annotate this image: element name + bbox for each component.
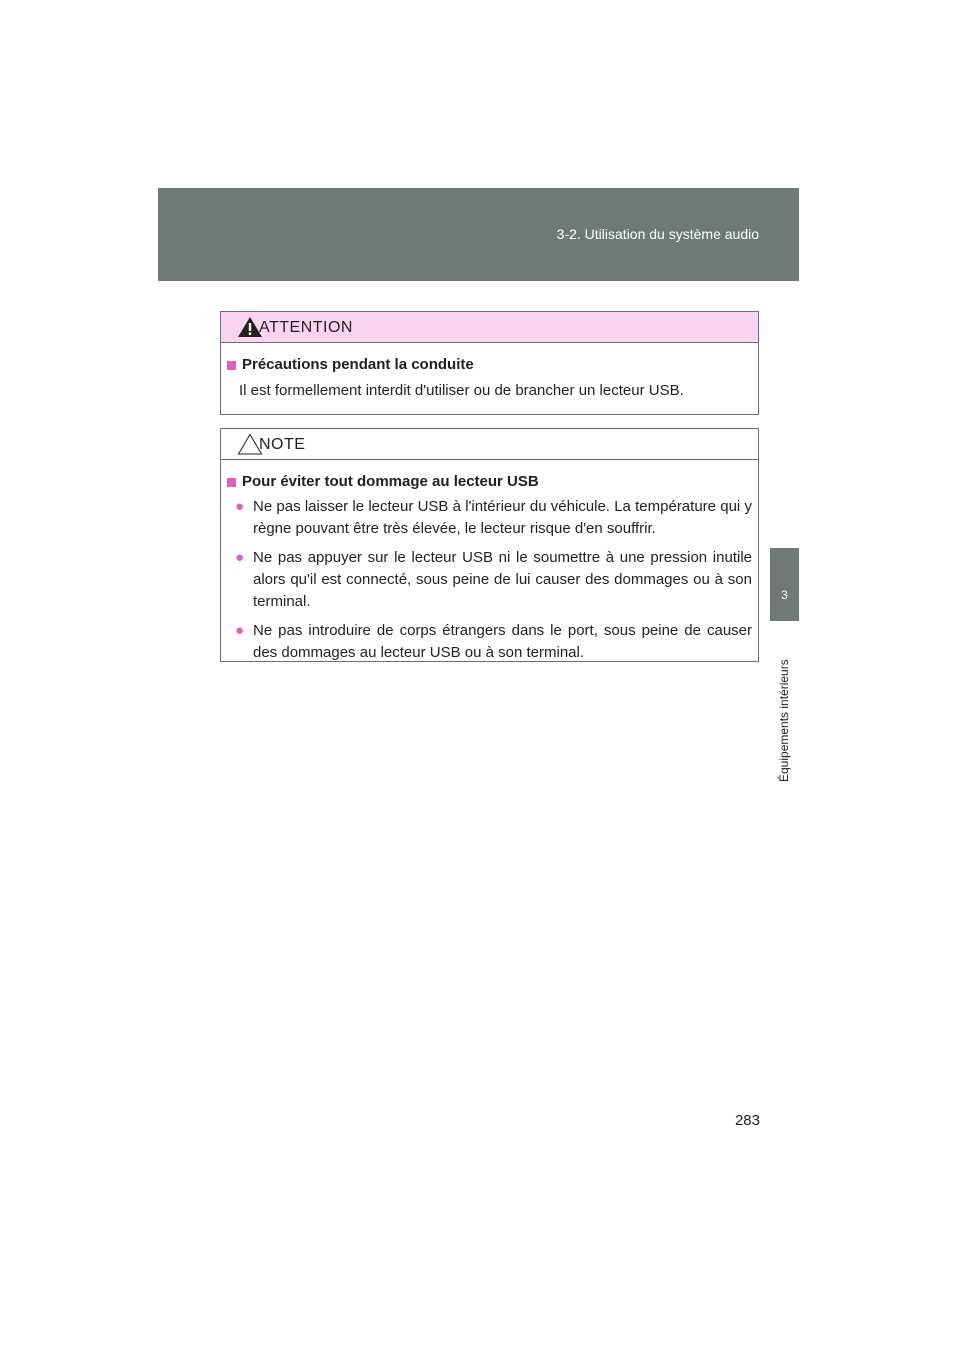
list-item: [227, 547, 752, 613]
note-header: [221, 429, 758, 460]
chapter-tab: [770, 548, 799, 621]
attention-body: [221, 343, 758, 412]
section-title: 3-2. Utilisation du système audio: [556, 226, 759, 242]
attention-heading: ATTENTION: [259, 319, 353, 336]
list-item: [227, 620, 752, 664]
attention-section-title: [227, 354, 752, 376]
note-body: [221, 460, 758, 681]
square-bullet-icon: [227, 361, 236, 370]
note-list: [227, 496, 752, 664]
note-section-title-text: Pour éviter tout dommage au lecteur USB: [242, 473, 539, 490]
note-heading: NOTE: [259, 436, 306, 453]
chapter-label-container: [777, 632, 791, 792]
chapter-number: 3: [781, 588, 788, 602]
square-bullet-icon: [227, 478, 236, 487]
attention-box: [220, 311, 759, 415]
page-number: 283: [734, 1112, 760, 1129]
list-item-text: Ne pas introduire de corps étrangers dans le port, sous peine de causer des dommages au lecteur USB ou à son terminal.: [253, 622, 752, 661]
circle-bullet-icon: ●: [235, 549, 245, 566]
circle-bullet-icon: ●: [235, 498, 245, 515]
list-item-text: Ne pas laisser le lecteur USB à l'intérieur du véhicule. La température qui y règne pouvant être très élevée, le lecteur risque d'en souffrir.: [253, 498, 752, 537]
attention-text: Il est formellement interdit d'utiliser ou de brancher un lecteur USB.: [239, 382, 684, 399]
note-box: [220, 428, 759, 662]
header-band: [158, 188, 799, 281]
attention-header: [221, 312, 758, 343]
list-item-text: Ne pas appuyer sur le lecteur USB ni le soumettre à une pression inutile alors qu'il est connecté, sous peine de lui causer des dommages ou à son terminal.: [253, 549, 752, 610]
list-item: [227, 496, 752, 540]
circle-bullet-icon: ●: [235, 622, 245, 639]
chapter-label: Équipements intérieurs: [777, 659, 791, 782]
attention-section-title-text: Précautions pendant la conduite: [242, 356, 474, 373]
note-section-title: [227, 471, 752, 493]
